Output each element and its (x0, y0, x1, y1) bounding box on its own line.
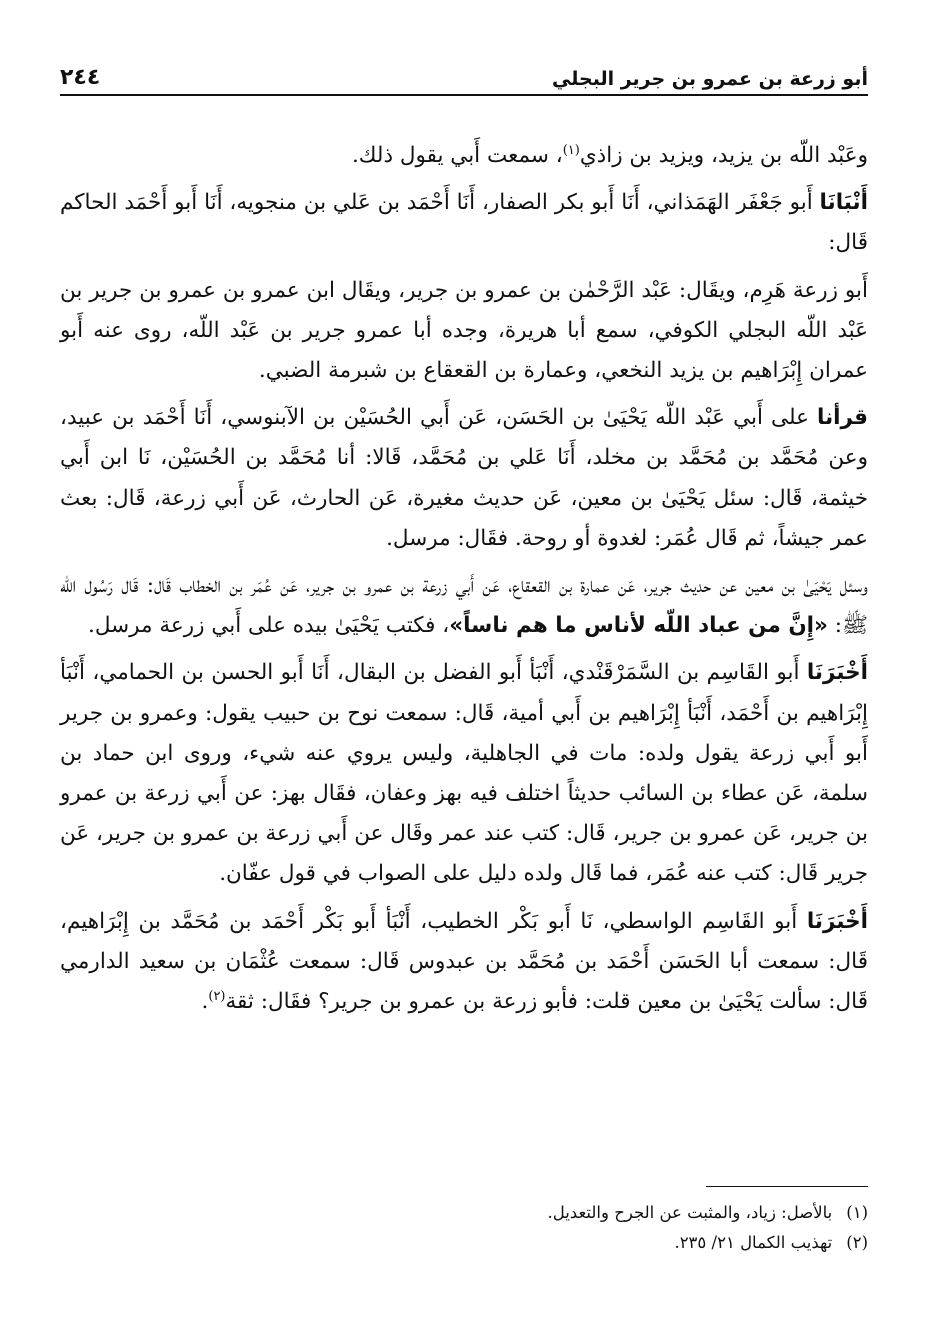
isnad-lead-word: أَنْبَانَا (819, 190, 868, 216)
paragraph (60, 398, 868, 559)
paragraph (60, 271, 868, 392)
footnotes (60, 1198, 868, 1258)
book-page (60, 60, 868, 1300)
isnad-lead-word: أَخْبَرَنَا (806, 908, 868, 934)
footnote-reference: (٢) (208, 988, 226, 1004)
running-head-title: أبو زرعة بن عمرو بن جرير البجلي (552, 68, 868, 90)
paragraph-text: أَبو جَعْفَر الهَمَذاني، أَنَا أَبو بكر الصفار، أَنَا أَحْمَد بن عَلي بن منجويه، أَنَا أَبو أَحْمَد الحاكم قَال: (60, 190, 868, 256)
paragraph (60, 183, 868, 263)
footnote (60, 1198, 868, 1228)
main-text (60, 136, 868, 1022)
paragraph-text: أَبو القَاسِم بن السَّمَرْقَنْدي، أَنْبَأ أَبو الفضل بن البقال، أَنَا أَبو الحسن بن الحمامي، أَنْبَأ إِبْرَاهيم بن أَحْمَد، أَنْبَأ إِبْرَاهيم بن أَبي أمية، قَال: سمعت نوح بن حبيب يقول: وعمرو بن جرير أَبو أَبي زرعة يقول ولده: مات في الجاهلية، وليس يروي عنه شيء، وروى ابن حماد بن سلمة، عَن عطاء بن السائب حديثاً اختلف فيه بهز وعفان، فقَال بهز: عن أَبي زرعة بن عمرو بن جرير، عَن عمرو بن جرير، قَال: كتب عند عمر وقَال عن أَبي زرعة بن عمرو بن جرير، عَن جرير قَال: كتب عنه عُمَر، فما قَال ولده دليل على الصواب في قول عفّان. (60, 660, 868, 887)
running-head (60, 60, 868, 96)
footnote (60, 1228, 868, 1258)
hadith-text: «إِنَّ من عباد اللّه لأناس ما هم ناساً» (449, 613, 828, 639)
paragraph-text: على أَبي عَبْد اللّه يَحْيَىٰ بن الحَسَن، عَن أَبي الحُسَيْن بن الآبنوسي، أَنَا أَحْمَد بن عبيد، وعن مُحَمَّد بن مُحَمَّد بن مخلد، أَنَا عَلي بن مُحَمَّد، قَالا: أنا مُحَمَّد بن الحُسَيْن، نَا ابن أَبي خيثمة، قَال: سئل يَحْيَىٰ بن معين، عَن حديث مغيرة، عَن الحارث، عَن أَبي زرعة، قَال: بعث عمر جيشاً، ثم قَال عُمَر: لغدوة أو روحة. فقَال: مرسل. (60, 405, 868, 551)
footnote-reference: (١) (562, 142, 580, 158)
paragraph (60, 902, 868, 1023)
paragraph (60, 653, 868, 894)
paragraph-text: ، سمعت أَبي يقول ذلك. (351, 143, 563, 168)
isnad-lead-word: قرأنا (817, 405, 868, 431)
paragraph-text: أَبو القَاسِم الواسطي، نَا أَبو بَكْر الخطيب، أَنْبَأ أَبو بَكْر أَحْمَد بن مُحَمَّد بن إِبْرَاهيم، قَال: سمعت أبا الحَسَن أَحْمَد بن مُحَمَّد بن عبدوس قَال: سمعت عُثْمَان بن سعيد الدارمي قَال: سألت يَحْيَىٰ بن معين قلت: فأبو زرعة بن عمرو بن جرير؟ فقَال: ثقة (60, 908, 868, 1015)
page-number: ٢٤٤ (60, 65, 101, 90)
paragraph-text: . (201, 989, 209, 1015)
footnote-number: (١) (846, 1203, 868, 1222)
paragraph (60, 566, 868, 646)
isnad-lead-word: أَخْبَرَنَا (806, 660, 868, 686)
paragraph-text: وسئل يَحْيَىٰ بن معين عن حديث جرير، عَن عمارة بن القعقاع، عَن أَبي زرعة بن عمرو بن جرير، عَن عُمَر بن الخطاب قَال: قَال رَسُول اللّه ﷺ: (60, 573, 868, 639)
paragraph (60, 136, 868, 176)
paragraph-text: ، فكتب يَحْيَىٰ بيده على أَبي زرعة مرسل. (88, 613, 450, 639)
footnote-text: تهذيب الكمال ٢١/ ٢٣٥. (674, 1233, 833, 1252)
paragraph-text: وعَبْد اللّه بن يزيد، ويزيد بن زاذي (579, 143, 868, 168)
footnote-divider (706, 1186, 868, 1187)
paragraph-text: أَبو زرعة هَرِم، ويقَال: عَبْد الرَّحْمٰن بن عمرو بن جرير، ويقَال ابن عمرو بن عمرو بن جرير بن عَبْد اللّه البجلي الكوفي، سمع أبا هريرة، وجده أبا عمرو جرير بن عَبْد اللّه، روى عنه أَبو عمران إِبْرَاهيم بن يزيد النخعي، وعمارة بن القعقاع بن شبرمة الضبي. (60, 277, 868, 384)
footnote-text: بالأصل: زياد، والمثبت عن الجرح والتعديل. (547, 1203, 833, 1222)
footnote-number: (٢) (846, 1233, 868, 1252)
